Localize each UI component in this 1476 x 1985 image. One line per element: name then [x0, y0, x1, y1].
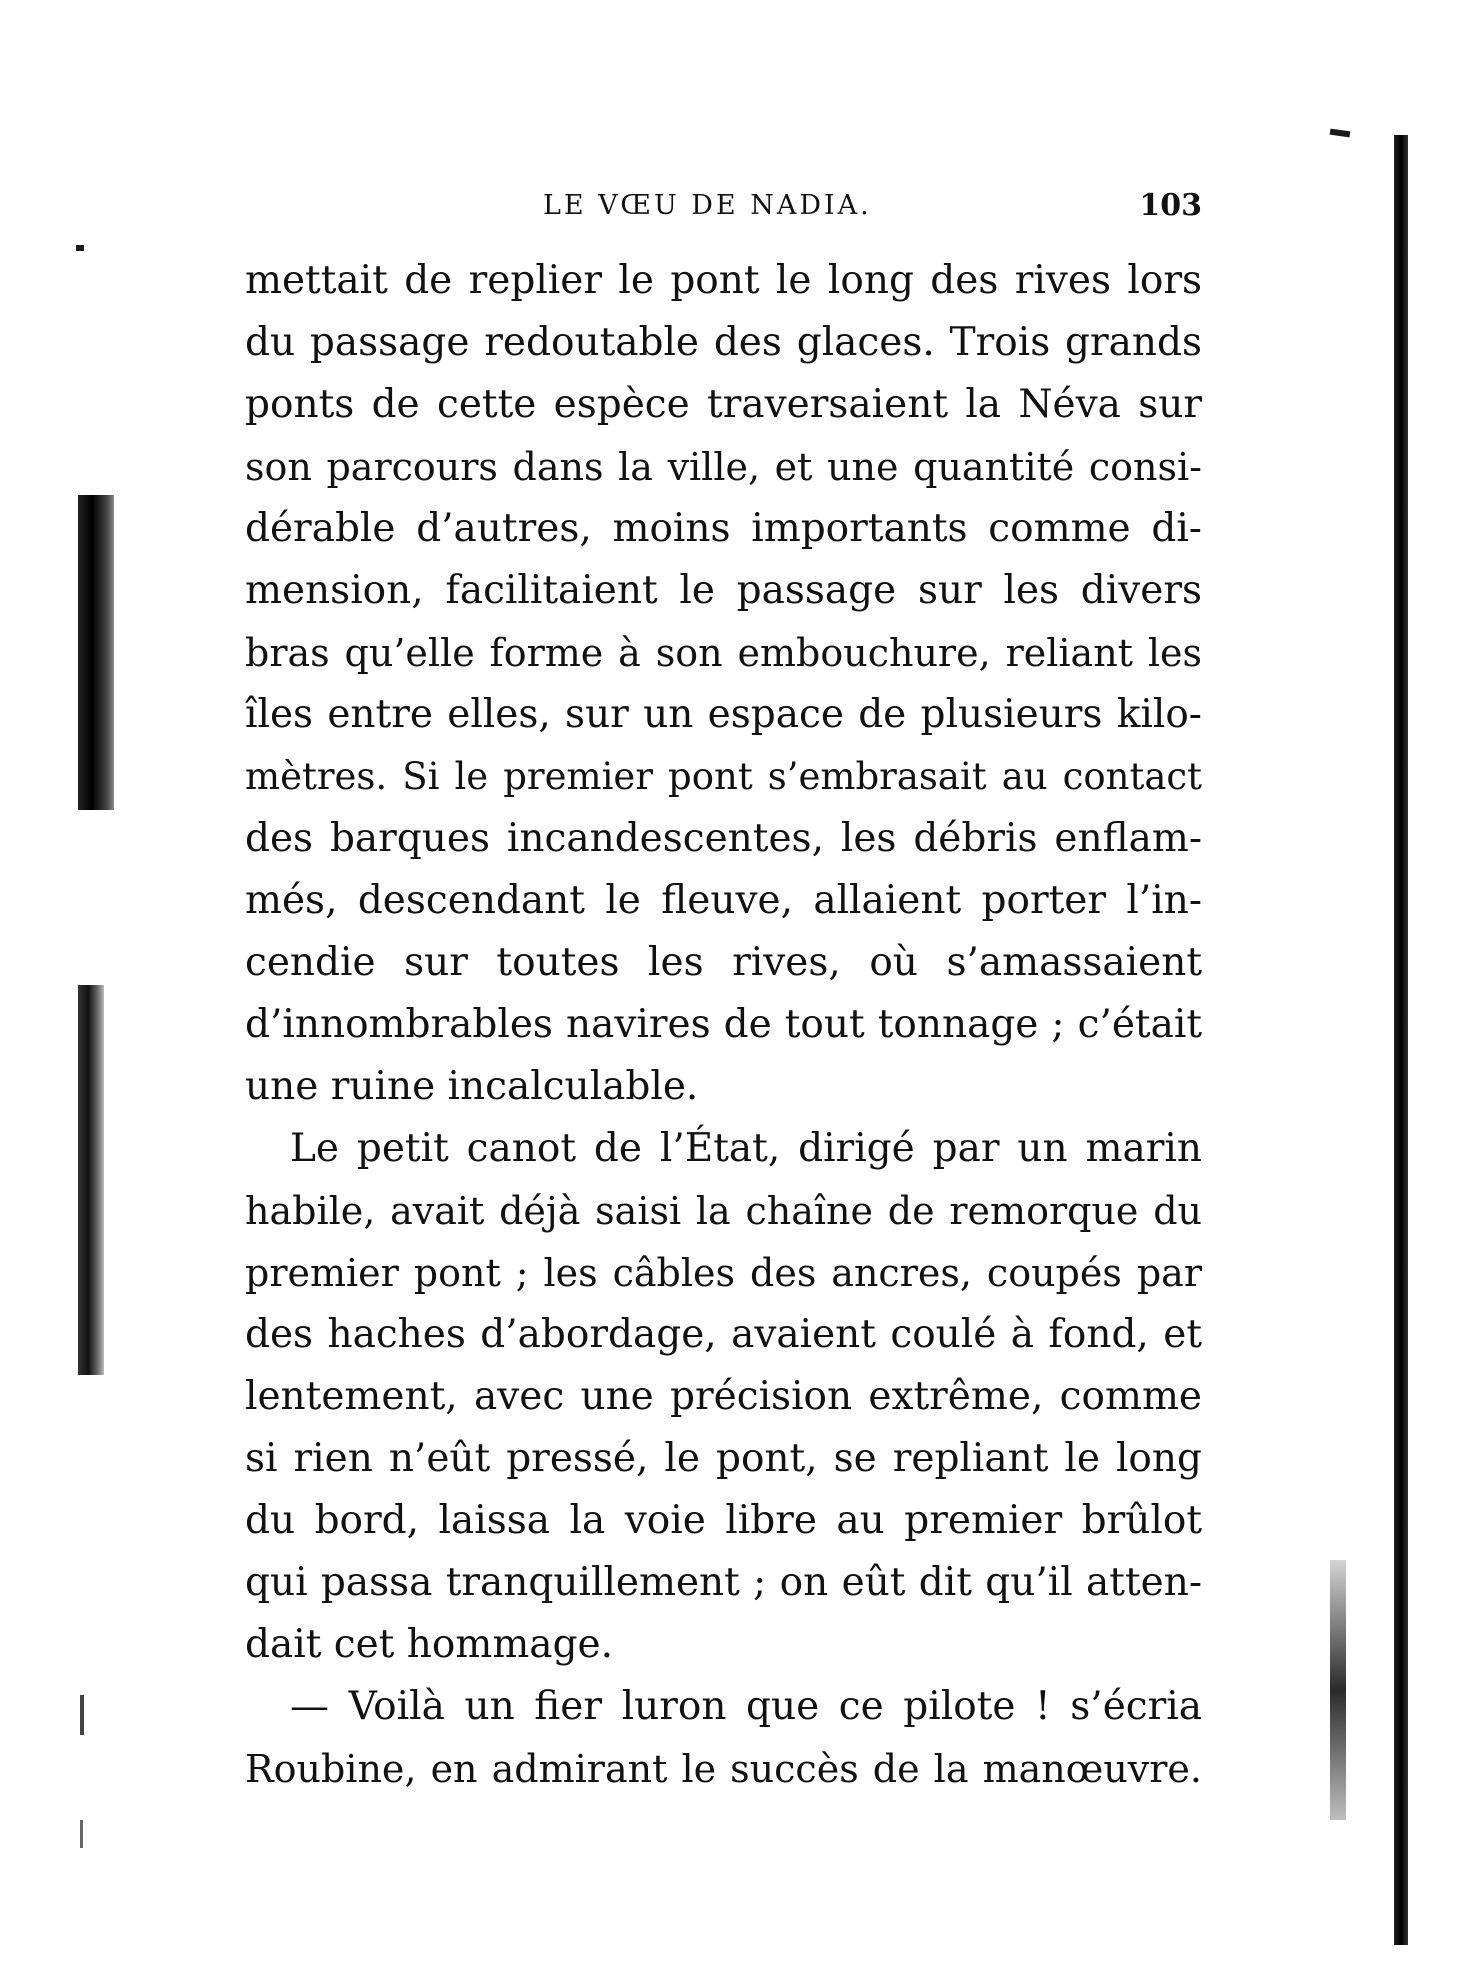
text-line: îles entre elles, sur un espace de plusieurs kilo- [245, 692, 1202, 737]
text-line: dérable d’autres, moins importants comme di- [245, 506, 1202, 551]
text-line: son parcours dans la ville, et une quantité consi- [245, 445, 1202, 489]
scan-edge-right [1394, 135, 1408, 1945]
scan-edge-left-lower [78, 985, 104, 1375]
text-line: lentement, avec une précision extrême, comme [245, 1374, 1202, 1419]
scan-edge-left-upper [78, 495, 114, 810]
text-line: dait cet hommage. [245, 1622, 614, 1667]
text-line: une ruine incalculable. [245, 1064, 699, 1109]
scan-shadow-right [1330, 1560, 1346, 1820]
scan-mark-top-right [1330, 129, 1351, 138]
text-line: du bord, laissa la voie libre au premier brûlot [245, 1498, 1202, 1543]
page-header [245, 190, 1202, 230]
text-line: mettait de replier le pont le long des rives lors [245, 258, 1202, 303]
scan-speck [76, 245, 84, 251]
text-line: si rien n’eût pressé, le pont, se repliant le long [245, 1436, 1202, 1481]
text-line: ponts de cette espèce traversaient la Néva sur [245, 382, 1202, 427]
scan-mark-left-bottom [80, 1820, 83, 1848]
text-line: premier pont ; les câbles des ancres, coupés par [245, 1251, 1202, 1295]
text-line: mension, facilitaient le passage sur les divers [245, 568, 1202, 613]
text-line: habile, avait déjà saisi la chaîne de remorque du [245, 1189, 1202, 1233]
body-text [245, 250, 1202, 1800]
text-line: més, descendant le fleuve, allaient porter l’in- [245, 878, 1202, 923]
text-line: des haches d’abordage, avaient coulé à fond, et [245, 1312, 1202, 1357]
text-line: bras qu’elle forme à son embouchure, reliant les [245, 631, 1202, 675]
text-line: cendie sur toutes les rives, où s’amassaient [245, 940, 1202, 985]
text-line: Roubine, en admirant le succès de la manœuvre. [245, 1747, 1202, 1791]
paragraph-start-line: — Voilà un fier luron que ce pilote ! s’écria [290, 1684, 1202, 1729]
scan-mark-left [80, 1695, 84, 1735]
text-line: qui passa tranquillement ; on eût dit qu’il atten- [245, 1560, 1202, 1605]
text-line: mètres. Si le premier pont s’embrasait au contact [245, 755, 1202, 798]
text-line: d’innombrables navires de tout tonnage ; c’était [245, 1002, 1202, 1047]
page-number: 103 [1139, 188, 1202, 223]
text-line: des barques incandescentes, les débris enflam- [245, 816, 1202, 861]
running-title: LE VŒU DE NADIA. [543, 190, 872, 221]
text-line: du passage redoutable des glaces. Trois grands [245, 320, 1202, 365]
paragraph-start-line: Le petit canot de l’État, dirigé par un marin [290, 1126, 1202, 1171]
